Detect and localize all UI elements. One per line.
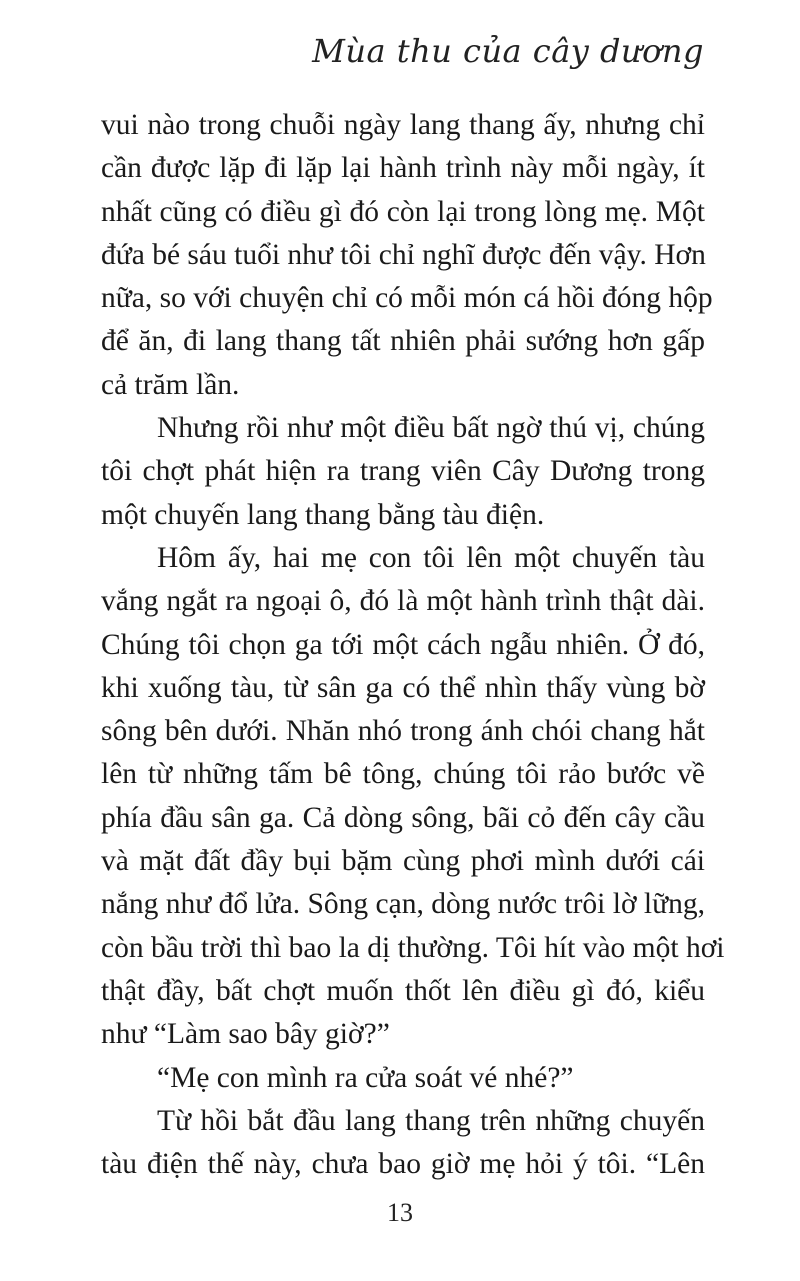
text-line: lên từ những tấm bê tông, chúng tôi rảo bước về — [101, 758, 705, 791]
text-line: vui nào trong chuỗi ngày lang thang ấy, nhưng chỉ — [101, 109, 705, 141]
text-line: tàu điện thế này, chưa bao giờ mẹ hỏi ý tôi. “Lên — [101, 1148, 705, 1181]
text-line: sông bên dưới. Nhăn nhó trong ánh chói chang hắt — [101, 715, 705, 748]
text-line: thật đầy, bất chợt muốn thốt lên điều gì đó, kiểu — [101, 974, 705, 1007]
text-line: cần được lặp đi lặp lại hành trình này mỗi ngày, ít — [101, 152, 705, 185]
text-line: cả trăm lần. — [101, 368, 240, 401]
text-line: nhất cũng có điều gì đó còn lại trong lòng mẹ. Một — [101, 195, 705, 228]
text-line: và mặt đất đầy bụi bặm cùng phơi mình dưới cái — [101, 845, 705, 878]
page-number: 13 — [387, 1198, 413, 1227]
text-line: Nhưng rồi như một điều bất ngờ thú vị, chúng — [157, 412, 705, 445]
text-line: tôi chợt phát hiện ra trang viên Cây Dương trong — [101, 455, 705, 488]
text-line: phía đầu sân ga. Cả dòng sông, bãi cỏ đến cây cầu — [101, 801, 705, 834]
text-line: như “Làm sao bây giờ?” — [101, 1018, 390, 1051]
text-line: để ăn, đi lang thang tất nhiên phải sướng hơn gấp — [101, 325, 705, 358]
text-line: đứa bé sáu tuổi như tôi chỉ nghĩ được đến vậy. Hơn — [101, 238, 706, 271]
text-line: nữa, so với chuyện chỉ có mỗi món cá hồi đóng hộp — [101, 282, 713, 315]
body-text — [101, 104, 725, 1186]
text-line: còn bầu trời thì bao la dị thường. Tôi hít vào một hơi — [101, 931, 725, 964]
text-line: “Mẹ con mình ra cửa soát vé nhé?” — [157, 1061, 574, 1094]
text-line: một chuyến lang thang bằng tàu điện. — [101, 498, 545, 531]
running-header: Mùa thu của cây dương — [312, 32, 704, 70]
text-line: Hôm ấy, hai mẹ con tôi lên một chuyến tàu — [157, 541, 705, 574]
text-line: vắng ngắt ra ngoại ô, đó là một hành trình thật dài. — [101, 585, 705, 618]
text-line: khi xuống tàu, từ sân ga có thể nhìn thấy vùng bờ — [101, 671, 705, 704]
text-line: Từ hồi bắt đầu lang thang trên những chuyến — [157, 1104, 705, 1137]
text-line: nắng như đổ lửa. Sông cạn, dòng nước trôi lờ lững, — [101, 888, 705, 921]
text-line: Chúng tôi chọn ga tới một cách ngẫu nhiên. Ở đó, — [101, 628, 705, 661]
